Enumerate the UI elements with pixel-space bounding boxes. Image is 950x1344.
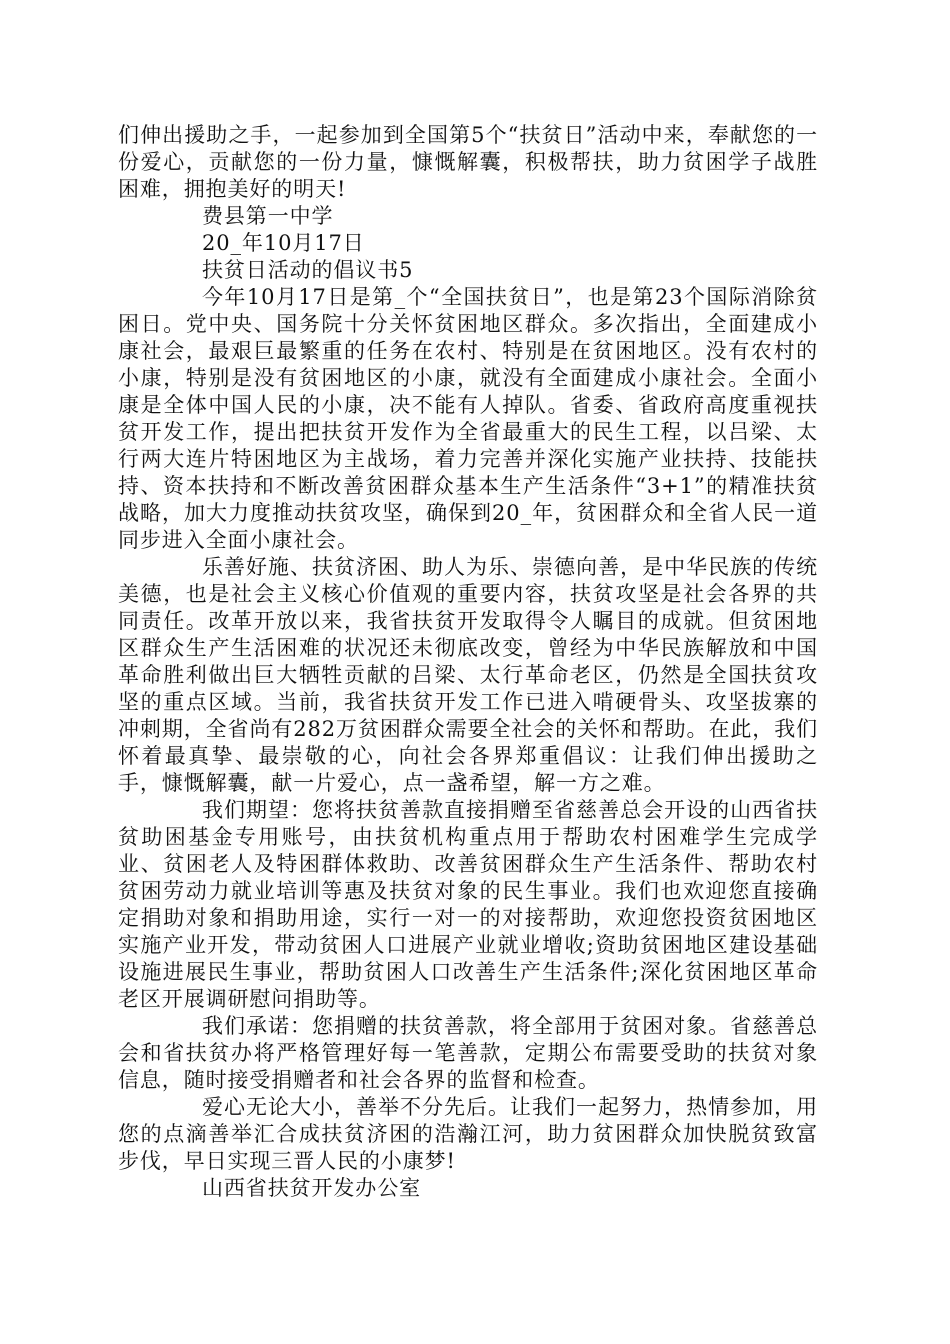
signature-school: 费县第一中学: [202, 204, 334, 228]
signature-office: 山西省扶贫开发办公室: [202, 1176, 421, 1200]
paragraph-intro-continuation: 们伸出援助之手，一起参加到全国第5个“扶贫日”活动中来，奉献您的一份爱心，贡献您的一份力量，慷慨解囊，积极帮扶，助力贫困学子战胜困难，拥抱美好的明天!: [118, 123, 818, 201]
paragraph-background: 今年10月17日是第_个“全国扶贫日”，也是第23个国际消除贫困日。党中央、国务院十分关怀贫困地区群众。多次指出，全面建成小康社会，最艰巨最繁重的任务在农村、特别是在贫困地区。没有农村的小康，特别是没有贫困地区的小康，就没有全面建成小康社会。全面小康是全体中国人民的小康，决不能有人掉队。省委、省政府高度重视扶贫开发工作，提出把扶贫开发作为全省最重大的民生工程，以吕梁、太行两大连片特困地区为主战场，着力完善并深化实施产业扶持、技能扶持、资本扶持和不断改善贫困群众基本生产生活条件“3+1”的精准扶贫战略，加大力度推动扶贫攻坚，确保到20_年，贫困群众和全省人民一道同步进入全面小康社会。: [118, 285, 818, 552]
paragraph-expectation: 我们期望：您将扶贫善款直接捐赠至省慈善总会开设的山西省扶贫助困基金专用账号，由扶贫机构重点用于帮助农村困难学生完成学业、贫困老人及特困群体救助、改善贫困群众生产生活条件、帮助农村贫困劳动力就业培训等惠及扶贫对象的民生事业。我们也欢迎您直接确定捐助对象和捐助用途，实行一对一的对接帮助，欢迎您投资贫困地区实施产业开发，带动贫困人口进展产业就业增收;资助贫困地区建设基础设施进展民生事业，帮助贫困人口改善生产生活条件;深化贫困地区革命老区开展调研慰问捐助等。: [118, 798, 818, 1011]
signature-date: 20_年10月17日: [202, 231, 365, 255]
section-heading: 扶贫日活动的倡议书5: [202, 258, 414, 282]
paragraph-promise: 我们承诺：您捐赠的扶贫善款，将全部用于贫困对象。省慈善总会和省扶贫办将严格管理好每一笔善款，定期公布需要受助的扶贫对象信息，随时接受捐赠者和社会各界的监督和检查。: [118, 1014, 818, 1092]
paragraph-appeal: 乐善好施、扶贫济困、助人为乐、崇德向善，是中华民族的传统美德，也是社会主义核心价值观的重要内容，扶贫攻坚是社会各界的共同责任。改革开放以来，我省扶贫开发取得令人瞩目的成就。但贫困地区群众生产生活困难的状况还未彻底改变，曾经为中华民族解放和中国革命胜利做出巨大牺牲贡献的吕梁、太行革命老区，仍然是全国扶贫攻坚的重点区域。当前，我省扶贫开发工作已进入啃硬骨头、攻坚拔寨的冲刺期，全省尚有282万贫困群众需要全社会的关怀和帮助。在此，我们怀着最真挚、最崇敬的心，向社会各界郑重倡议：让我们伸出援助之手，慷慨解囊，献一片爱心，点一盏希望，解一方之难。: [118, 555, 818, 795]
document-page: [118, 122, 818, 1202]
paragraph-closing: 爱心无论大小，善举不分先后。让我们一起努力，热情参加，用您的点滴善举汇合成扶贫济困的浩瀚江河，助力贫困群众加快脱贫致富步伐，早日实现三晋人民的小康梦!: [118, 1095, 818, 1173]
